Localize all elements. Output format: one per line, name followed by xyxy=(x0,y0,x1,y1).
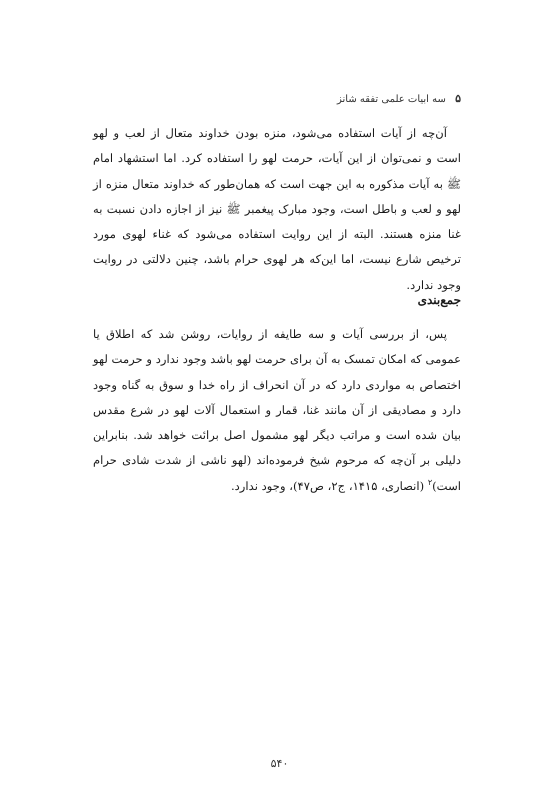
paragraph-1: آن‌چه از آیات استفاده می‌شود، منزه بودن خداوند متعال از لعب و لهو است و نمی‌توان از این آیات، حرمت لهو را استفاده کرد. اما استشهاد امام ﷺ به آیات مذکوره به این جهت است که همان‌طور که خداوند متعال منزه از لهو و لعب و باطل است، وجود مبارک پیغمبر ﷺ نیز از اجازه دادن نسبت به غنا منزه هستند. البته از این روایت استفاده می‌شود که غناء لهوی مورد ترخیص شارع نیست، اما این‌که هر لهوی حرام باشد، چنین دلالتی در روایت وجود ندارد. xyxy=(93,126,461,292)
header-marker: ۵ xyxy=(455,92,461,105)
citation: (انصاری، ۱۴۱۵، ج۲، ص۴۷)، وجود ندارد. xyxy=(230,478,425,493)
section-2 xyxy=(93,322,461,499)
paragraph-2-text: پس، از بررسی آیات و سه طایفه از روایات، روشن شد که اطلاق یا عمومی که امکان تمسک به آن برای حرمت لهو باشد وجود ندارد و حرمت لهو اختصاص به مواردی دارد که در آن انحراف از راه خدا و سوق به گناه وجود دارد و مصادیقی از آن مانند غنا، قمار و استعمال آلات لهو در شرع مقدس بیان شده است و مراتب دیگر لهو مشمول اصل برائت خواهد شد. بنابراین دلیلی بر آن‌چه که مرحوم شیخ فرموده‌اند (لهو ناشی از شدت شادی حرام است) xyxy=(93,327,461,493)
section-heading: جمع‌بندی xyxy=(417,293,461,307)
section-1 xyxy=(93,121,461,298)
paragraph-2 xyxy=(93,322,461,499)
running-header xyxy=(161,92,461,105)
footnote-ref: ۲ xyxy=(427,477,433,487)
page-number: ۵۴۰ xyxy=(270,757,289,770)
running-title: سه ابیات علمی تفقه شانز xyxy=(337,94,446,105)
